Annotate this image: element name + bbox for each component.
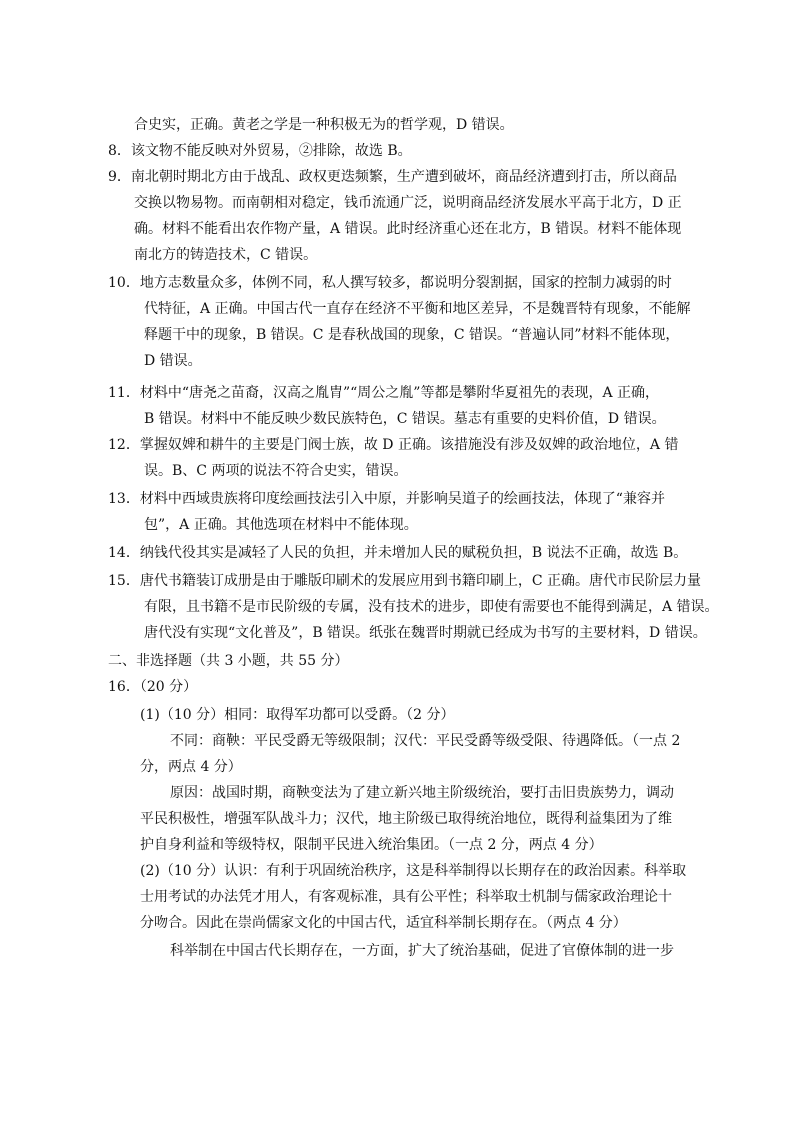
answer-13: 13．材料中西域贵族将印度绘画技法引入中原，并影响吴道子的绘画技法，体现了“兼容并 (108, 491, 665, 507)
text-line: 不同：商鞅：平民受爵无等级限制；汉代：平民受爵等级受限、待遇降低。（一点 2 (170, 733, 681, 749)
text-line: 分，两点 4 分） (140, 759, 242, 775)
text-line: 包”，A 正确。其他选项在材料中不能体现。 (144, 517, 418, 533)
text-line: D 错误。 (144, 353, 202, 369)
answer-14: 14．纳钱代役其实是减轻了人民的负担，并未增加人民的赋税负担，B 说法不正确，故选 B。 (108, 545, 688, 561)
text-line: B 错误。材料中不能反映少数民族特色，C 错误。墓志有重要的史料价值，D 错误。 (144, 411, 666, 427)
text-line: 平民积极性，增强军队战斗力；汉代，地主阶级已取得统治地位，既得利益集团为了维 (140, 811, 672, 827)
answer-15: 15．唐代书籍装订成册是由于雕版印刷术的发展应用到书籍印刷上，C 正确。唐代市民阶层力量 (108, 573, 701, 589)
text-line: 有限，且书籍不是市民阶级的专属，没有技术的进步，即使有需要也不能得到满足，A 错误。 (144, 599, 719, 615)
text-line: 南北方的铸造技术，C 错误。 (134, 247, 318, 263)
section-heading: 二、非选择题（共 3 小题，共 55 分） (108, 653, 349, 669)
text-line: 合史实，正确。黄老之学是一种积极无为的哲学观，D 错误。 (134, 117, 514, 133)
text-line: 交换以物易物。而南朝相对稳定，钱币流通广泛，说明商品经济发展水平高于北方，D 正 (134, 195, 682, 211)
answer-8: 8．该文物不能反映对外贸易，②排除，故选 B。 (108, 143, 412, 159)
text-line: 原因：战国时期，商鞅变法为了建立新兴地主阶级统治，要打击旧贵族势力，调动 (170, 785, 674, 801)
text-line: 唐代没有实现“文化普及”，B 错误。纸张在魏晋时期就已经成为书写的主要材料，D 错误。 (144, 625, 707, 641)
answer-12: 12．掌握奴婢和耕牛的主要是门阀士族，故 D 正确。该措施没有涉及奴婢的政治地位，A 错 (108, 437, 679, 453)
answer-11: 11．材料中“唐尧之苗裔，汉高之胤胄”“周公之胤”等都是攀附华夏祖先的表现，A 正确， (108, 385, 660, 401)
text-line: 科举制在中国古代长期存在，一方面，扩大了统治基础，促进了官僚体制的进一步 (170, 943, 674, 959)
text-line: 释题干中的现象，B 错误。C 是春秋战国的现象，C 错误。“普遍认同”材料不能体现， (144, 327, 680, 343)
answer-9: 9．南北朝时期北方由于战乱、政权更迭频繁，生产遭到破坏，商品经济遭到打击，所以商品 (108, 169, 677, 185)
answer-10: 10．地方志数量众多，体例不同，私人撰写较多，都说明分裂割据，国家的控制力减弱的时 (108, 275, 672, 291)
text-line: 分吻合。因此在崇尚儒家文化的中国古代，适宜科举制长期存在。（两点 4 分） (140, 915, 627, 931)
sub-answer-1: (1)（10 分）相同：取得军功都可以受爵。（2 分） (140, 707, 455, 723)
text-line: 士用考试的办法凭才用人，有客观标准，具有公平性；科举取士机制与儒家政治理论十 (140, 889, 672, 905)
text-line: 护自身利益和等级特权，限制平民进入统治集团。（一点 2 分，两点 4 分） (140, 837, 603, 853)
text-line: 确。材料不能看出农作物产量，A 错误。此时经济重心还在北方，B 错误。材料不能体现 (134, 221, 682, 237)
text-line: 误。B、C 两项的说法不符合史实，错误。 (144, 463, 408, 479)
answer-16: 16．（20 分） (108, 679, 198, 695)
text-line: 代特征，A 正确。中国古代一直存在经济不平衡和地区差异，不是魏晋特有现象，不能解 (144, 301, 691, 317)
sub-answer-2: (2)（10 分）认识：有利于巩固统治秩序，这是科举制得以长期存在的政治因素。科举取 (140, 863, 687, 879)
